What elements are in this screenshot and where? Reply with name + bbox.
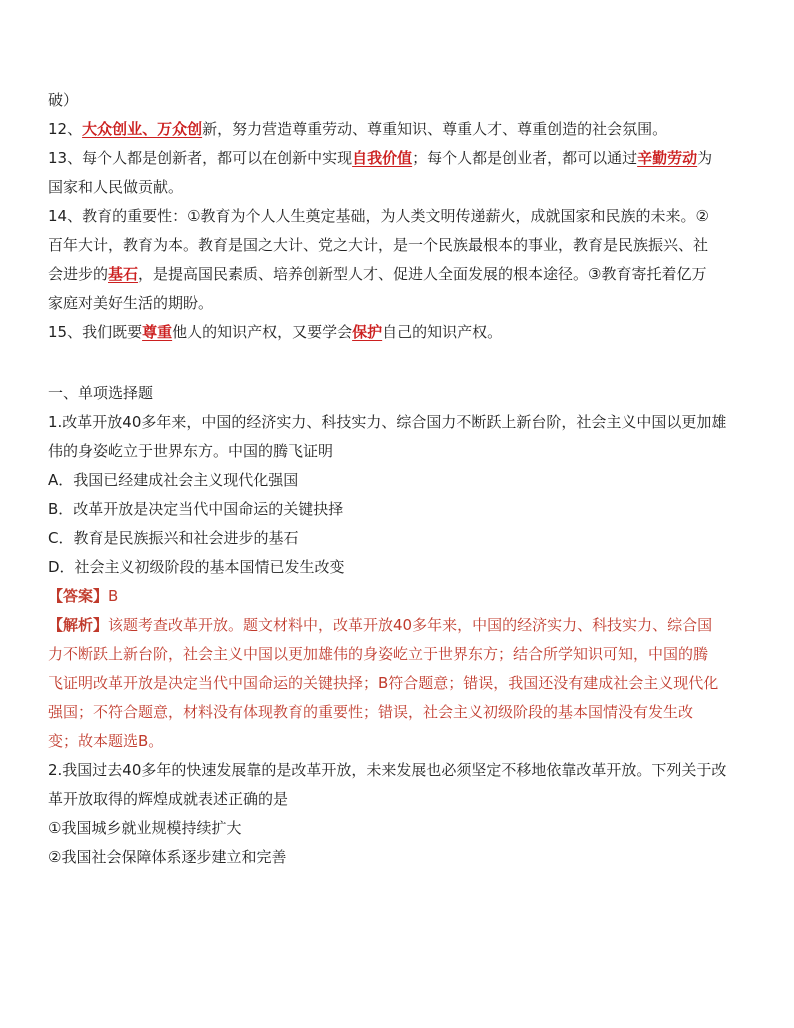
item-13 (48, 144, 754, 173)
item-13-continued: 国家和人民做贡献。 (48, 178, 184, 196)
analysis-line: 力不断跃上新台阶，社会主义中国以更加雄伟的身姿屹立于世界东方；结合所学知识可知，中国的腾 (48, 645, 709, 663)
item-number: 13、 (48, 149, 83, 167)
item-14: 14、教育的重要性：①教育为个人人生奠定基础，为人类文明传递薪火，成就国家和民族的未来。② (48, 207, 709, 225)
keyword-highlight: 辛勤劳动 (637, 149, 698, 167)
question-1-stem: 1.改革开放40多年来，中国的经济实力、科技实力、综合国力不断跃上新台阶，社会主义中国以更加雄 (48, 413, 727, 431)
item-14-continued: 家庭对美好生活的期盼。 (48, 294, 214, 312)
analysis-line: 飞证明改革开放是决定当代中国命运的关键抉择；B符合题意；错误，我国还没有建成社会主义现代化 (48, 674, 719, 692)
keyword-highlight: 自我价值 (352, 149, 413, 167)
document-page (48, 86, 754, 872)
question-2-stem: 革开放取得的辉煌成就表述正确的是 (48, 790, 289, 808)
item-text: 自己的知识产权。 (382, 323, 503, 341)
statement-2: ②我国社会保障体系逐步建立和完善 (48, 848, 287, 866)
analysis-tag: 【解析】 (48, 616, 109, 634)
item-text: 新，努力营造尊重劳动、尊重知识、尊重人才、尊重创造的社会氛围。 (202, 120, 668, 138)
section-heading: 一、单项选择题 (48, 384, 154, 402)
item-14-continued: 百年大计，教育为本。教育是国之大计、党之大计，是一个民族最根本的事业，教育是民族振兴、社 (48, 236, 709, 254)
answer-tag: 【答案】 (48, 587, 109, 605)
item-text: 他人的知识产权，又要学会 (172, 323, 353, 341)
option-b: B．改革开放是决定当代中国命运的关键抉择 (48, 500, 344, 518)
answer-line (48, 582, 754, 611)
spacer (48, 347, 754, 379)
item-text: 为 (697, 149, 713, 167)
keyword-highlight: 基石 (108, 265, 139, 283)
analysis-line: 强国；不符合题意，材料没有体现教育的重要性；错误，社会主义初级阶段的基本国情没有发生改 (48, 703, 694, 721)
item-text: 会进步的 (48, 265, 109, 283)
keyword-highlight: 保护 (352, 323, 383, 341)
item-text: ；每个人都是创业者，都可以通过 (412, 149, 638, 167)
keyword-highlight: 尊重 (142, 323, 173, 341)
item-12 (48, 115, 754, 144)
item-number: 12、 (48, 120, 83, 138)
option-d: D．社会主义初级阶段的基本国情已发生改变 (48, 558, 345, 576)
item-text: 每个人都是创新者，都可以在创新中实现 (82, 149, 353, 167)
analysis-line: 变；故本题选B。 (48, 732, 164, 750)
question-1-stem: 伟的身姿屹立于世界东方。中国的腾飞证明 (48, 442, 334, 460)
analysis-text: 该题考查改革开放。题文材料中，改革开放40多年来，中国的经济实力、科技实力、综合国 (108, 616, 713, 634)
option-a: A．我国已经建成社会主义现代化强国 (48, 471, 299, 489)
item-15 (48, 318, 754, 347)
analysis-line (48, 611, 754, 640)
item-14-continued (48, 260, 754, 289)
item-text: ，是提高国民素质、培养创新型人才、促进人全面发展的根本途径。③教育寄托着亿万 (138, 265, 707, 283)
item-text: 15、我们既要 (48, 323, 143, 341)
answer-value: B (108, 587, 119, 605)
statement-1: ①我国城乡就业规模持续扩大 (48, 819, 242, 837)
option-c: C．教育是民族振兴和社会进步的基石 (48, 529, 299, 547)
text-line: 破） (48, 91, 79, 109)
keyword-highlight: 大众创业、万众创 (82, 120, 203, 138)
question-2-stem: 2.我国过去40多年的快速发展靠的是改革开放，未来发展也必须坚定不移地依靠改革开放。下列关于改 (48, 761, 727, 779)
